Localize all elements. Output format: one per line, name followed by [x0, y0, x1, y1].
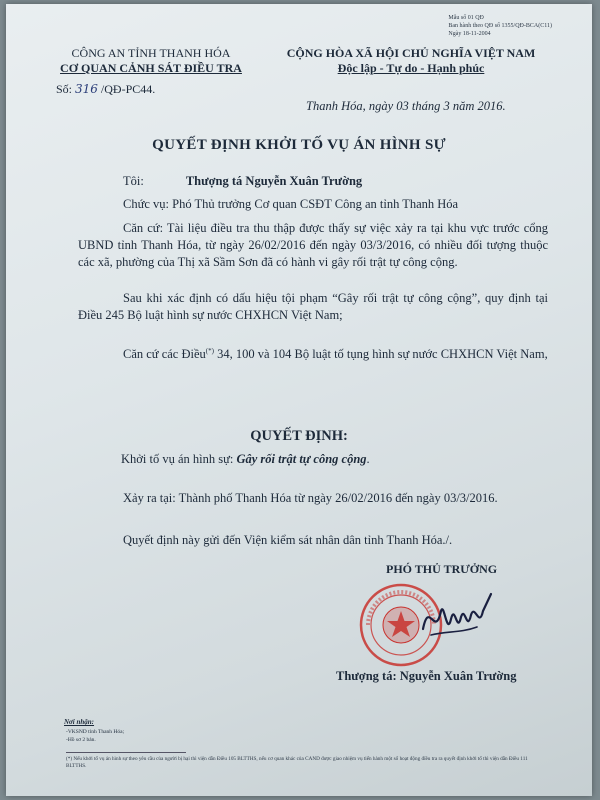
issuer-line-2: CƠ QUAN CẢNH SÁT ĐIỀU TRA [60, 61, 242, 75]
basis-paragraph-1: Căn cứ: Tài liệu điều tra thu thập được thấy sự việc xảy ra tại khu vực trước cổng UBND tỉnh Thanh Hóa, từ ngày 26/02/2016 đến ngày 03/3/2016, có nhiều đối tượng thuộc các xã, phường của Thị xã Sầm Sơn đã có hành vi gây rối trật tự công cộng. [78, 221, 548, 269]
document-number-handwritten: 316 [75, 82, 98, 96]
national-header [261, 46, 561, 76]
document-number [56, 82, 155, 97]
document-title: QUYẾT ĐỊNH KHỞI TỐ VỤ ÁN HÌNH SỰ [152, 137, 446, 153]
signer-name: Thượng tá: Nguyễn Xuân Trường [336, 669, 517, 683]
signature-position: PHÓ THỦ TRƯỞNG [386, 562, 498, 576]
basis-paragraph-3 [78, 343, 548, 363]
decision-crime: Gây rối trật tự công cộng [236, 452, 367, 466]
document-page [6, 4, 592, 796]
decision-item-1 [121, 452, 370, 467]
issuer-line-1: CÔNG AN TỈNH THANH HÓA [71, 46, 231, 60]
document-number-suffix: /QĐ-PC44. [97, 82, 156, 96]
issuer-header [46, 46, 256, 76]
recipient-item: -Hồ sơ 2 bản. [66, 736, 96, 743]
recipients-list [66, 729, 124, 744]
recipients-label: Nơi nhận: [64, 718, 95, 726]
toi-name: Thượng tá Nguyễn Xuân Trường [185, 174, 363, 188]
issuer-person [123, 174, 362, 189]
form-code-line: Ban hành theo QĐ số 1355/QĐ-BCA(C11) [448, 23, 552, 29]
handwritten-signature-icon [411, 589, 501, 649]
decision-heading: QUYẾT ĐỊNH: [250, 428, 348, 444]
decision-item-2: Xảy ra tại: Thành phố Thanh Hóa từ ngày 26/02/2016 đến ngày 03/3/2016. [123, 491, 498, 505]
form-code-line: Ngày 18-11-2004 [448, 31, 491, 37]
position-line: Chức vụ: Phó Thủ trưởng Cơ quan CSĐT Công an tỉnh Thanh Hóa [123, 197, 459, 211]
document-number-prefix: Số: [56, 82, 76, 96]
date-line: Thanh Hóa, ngày 03 tháng 3 năm 2016. [306, 99, 506, 113]
footnote: (*) Nếu khởi tố vụ án hình sự theo yêu cầu của người bị hại thì viện dẫn Điều 105 BLTTHS, nếu cơ quan khác của CAND được giao nhiệm vụ tiến hành một số hoạt động điều tra ra quyết định khởi tố thì viện dẫn Điều 111 BLTTHS. [66, 756, 528, 769]
toi-label: Tôi: [123, 174, 144, 188]
recipient-item: -VKSND tỉnh Thanh Hóa; [66, 729, 125, 735]
form-code [448, 14, 552, 38]
decision-end: . [366, 452, 370, 466]
decision-label: Khởi tố vụ án hình sự: [121, 452, 237, 466]
basis-3-end: 34, 100 và 104 Bộ luật tố tụng hình sự nước CHXHCN Việt Nam, [213, 347, 548, 362]
decision-item-3: Quyết định này gửi đến Viện kiểm sát nhân dân tỉnh Thanh Hóa./. [123, 533, 453, 547]
nation-line-2: Độc lập - Tự do - Hạnh phúc [337, 61, 485, 75]
footnote-marker: (*) [205, 347, 214, 355]
nation-line-1: CỘNG HÒA XÃ HỘI CHỦ NGHĨA VIỆT NAM [286, 46, 536, 60]
basis-paragraph-2: Sau khi xác định có dấu hiệu tội phạm “Gây rối trật tự công cộng”, quy định tại Điều 245 Bộ luật hình sự nước CHXHCN Việt Nam; [78, 291, 548, 322]
form-code-line: Mẫu số 01 QĐ [448, 15, 484, 21]
footnote-divider [66, 752, 186, 753]
basis-3-start: Căn cứ các Điều [123, 347, 206, 362]
